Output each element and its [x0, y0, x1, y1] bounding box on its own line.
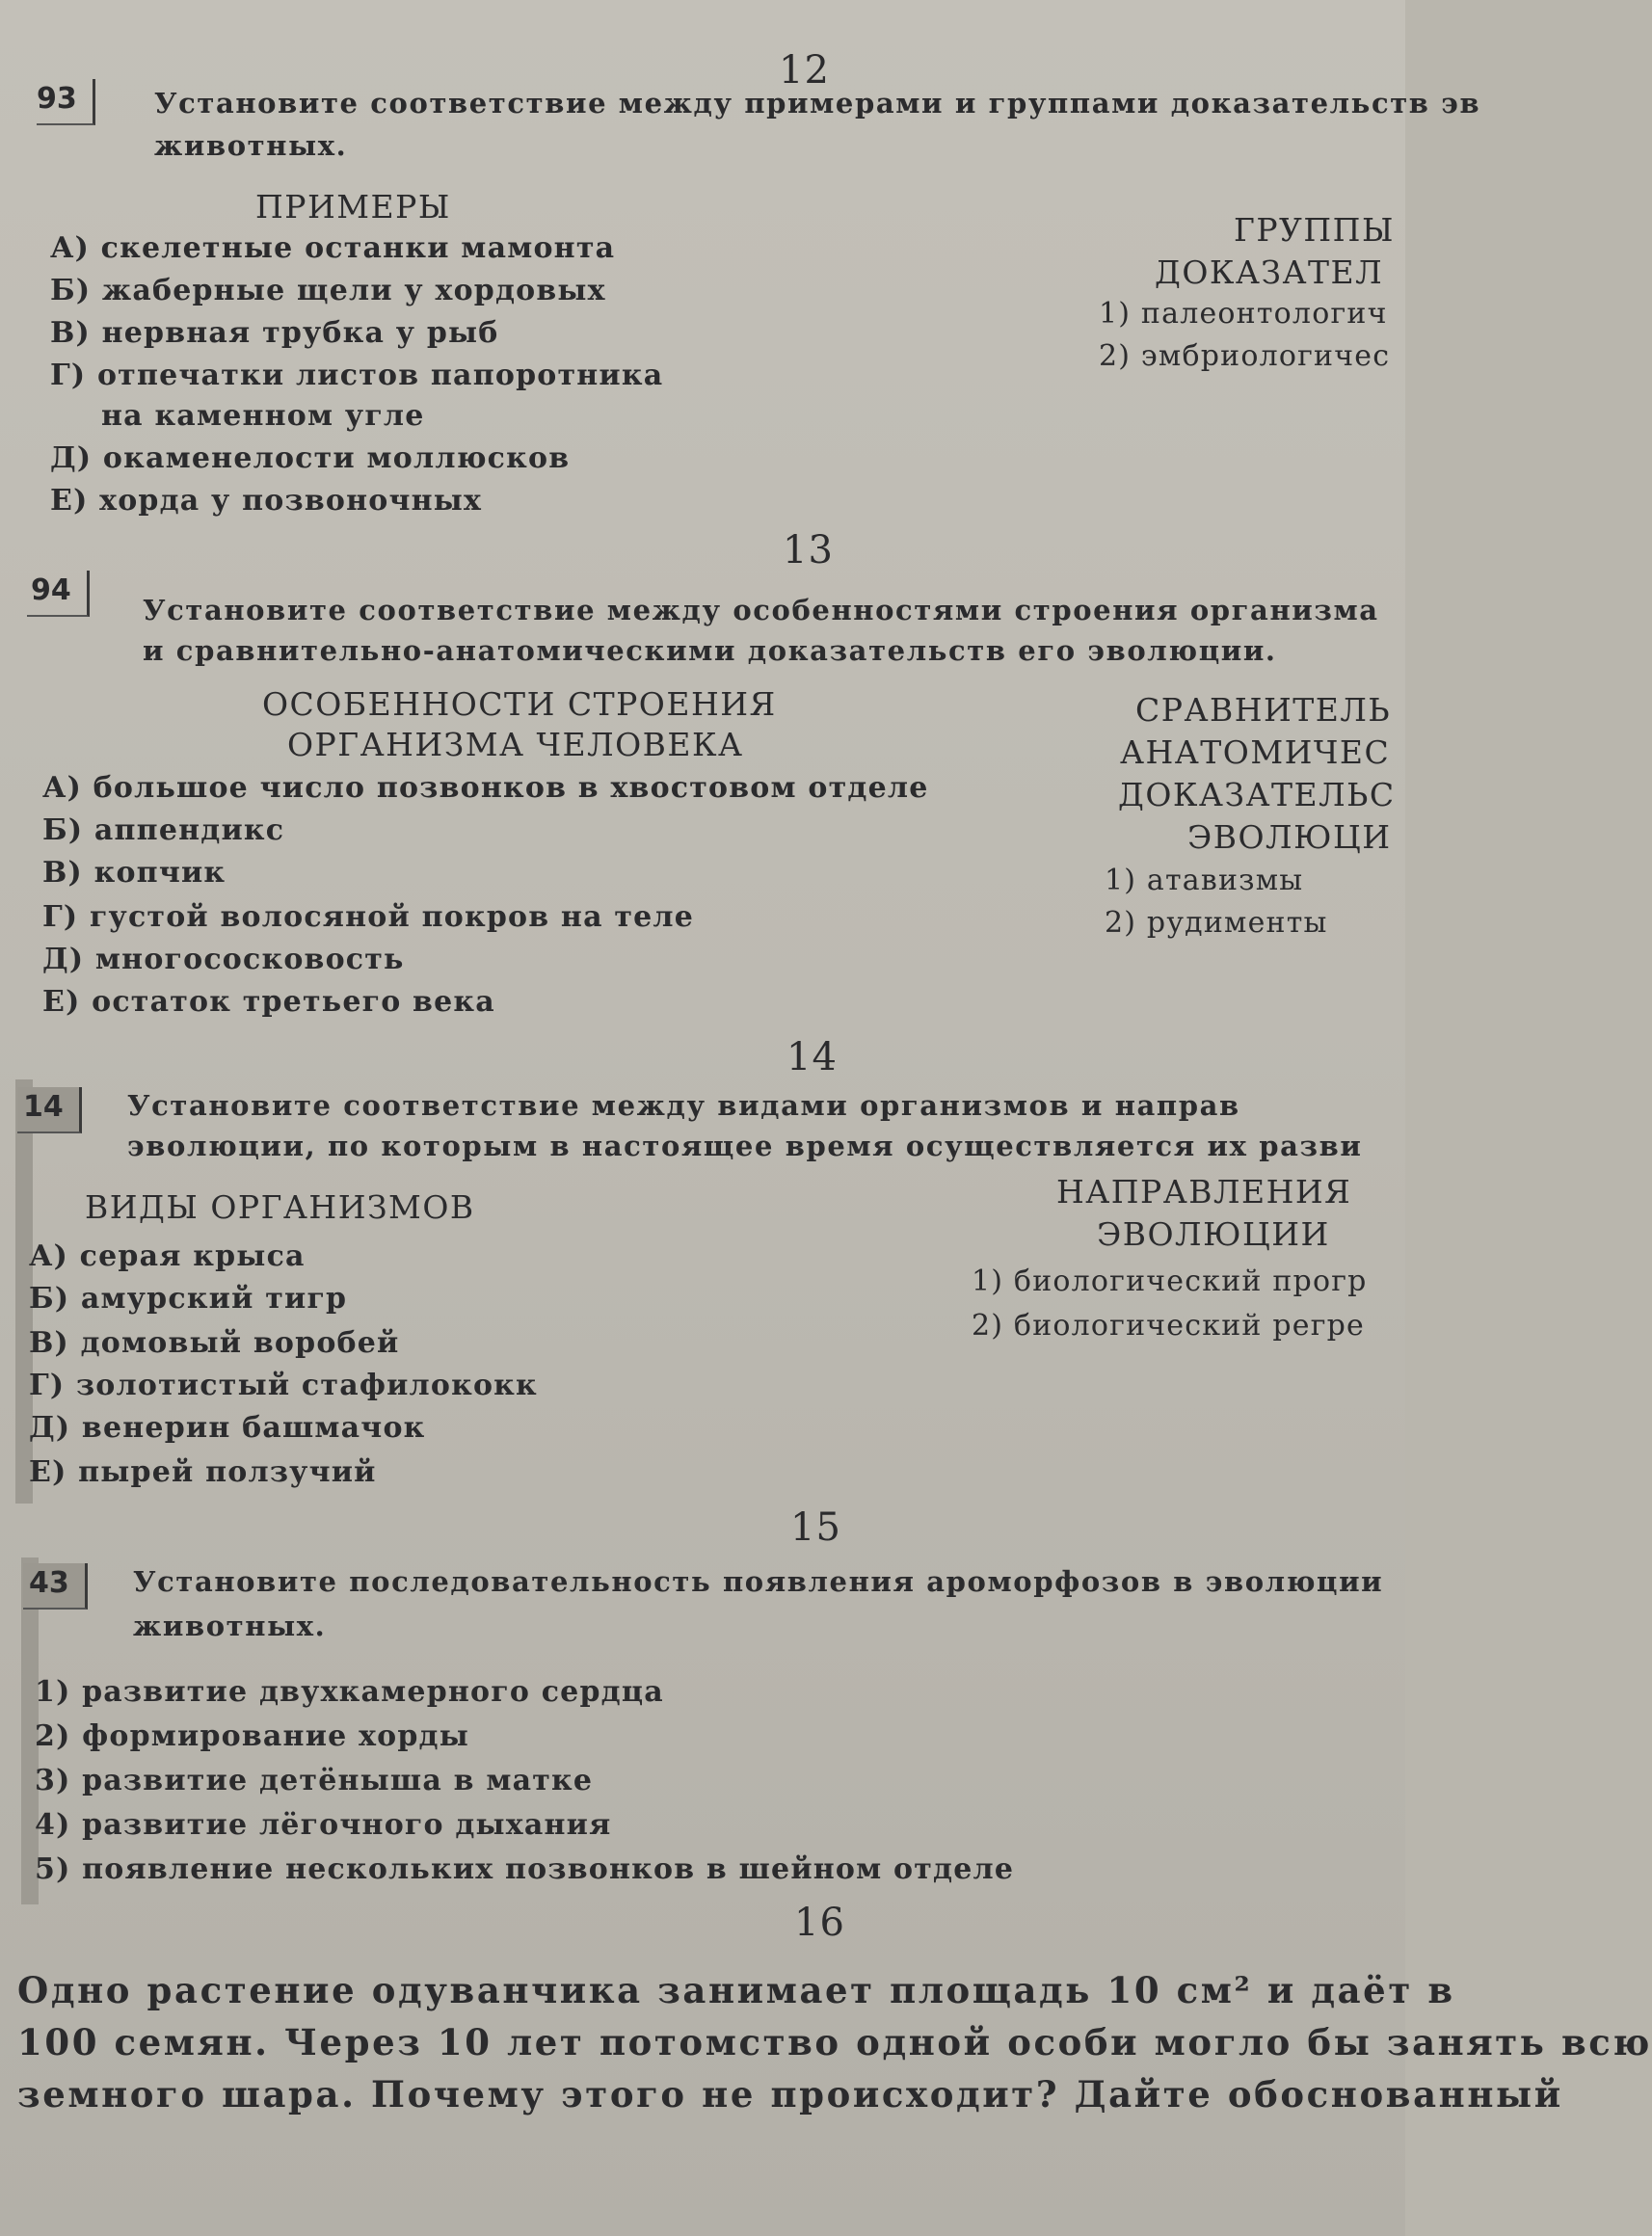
match-item: А) скелетные останки мамонта	[50, 231, 616, 265]
right-column-heading: ЭВОЛЮЦИ	[1187, 818, 1392, 856]
task-stem-line: Установите соответствие между видами организмов и направ	[127, 1089, 1240, 1122]
right-column-heading: СРАВНИТЕЛЬ	[1135, 691, 1392, 729]
match-item: Г) густой волосяной покров на теле	[42, 900, 695, 934]
match-item: Д) окаменелости моллюсков	[50, 441, 571, 475]
right-column-heading: НАПРАВЛЕНИЯ	[1056, 1173, 1352, 1211]
task-code-box: 94	[27, 571, 90, 617]
task-stem-line: Установите соответствие между примерами и группами доказательств эв	[154, 87, 1481, 120]
page-number: 16	[794, 1901, 845, 1945]
match-item: Б) жаберные щели у хордовых	[50, 274, 606, 307]
task-code-box: 93	[37, 79, 95, 125]
task-stem-line: животных.	[154, 129, 348, 162]
match-item-continuation: на каменном угле	[101, 399, 425, 433]
right-column-heading: АНАТОМИЧЕС	[1120, 733, 1391, 771]
page-number: 12	[779, 48, 830, 93]
task-stem-line: эволюции, по которым в настоящее время осуществляется их разви	[127, 1130, 1363, 1162]
match-item: В) копчик	[42, 856, 226, 890]
direction-option: 2) биологический регре	[972, 1309, 1365, 1343]
match-item: Г) отпечатки листов папоротника	[50, 359, 664, 392]
match-item: Е) остаток третьего века	[42, 985, 495, 1019]
right-column-heading: ДОКАЗАТЕЛЬС	[1118, 776, 1396, 813]
sequence-item: 1) развитие двухкамерного сердца	[35, 1675, 664, 1709]
group-option: 1) атавизмы	[1105, 864, 1304, 897]
sequence-item: 5) появление нескольких позвонков в шейном отделе	[35, 1852, 1015, 1886]
match-item: А) серая крыса	[29, 1239, 306, 1273]
task-stem-line: и сравнительно-анатомическими доказательств его эволюции.	[143, 634, 1277, 667]
task-stem-line: животных.	[133, 1610, 327, 1642]
left-column-heading: ПРИМЕРЫ	[255, 188, 451, 226]
match-item: Д) многососковость	[42, 943, 405, 976]
match-item: Г) золотистый стафилококк	[29, 1369, 538, 1402]
task-code-box: 43	[23, 1563, 88, 1610]
match-item: Е) пырей ползучий	[29, 1455, 377, 1489]
right-column-heading: ГРУППЫ	[1234, 211, 1395, 249]
right-column-heading: ДОКАЗАТЕЛ	[1155, 253, 1384, 291]
match-item: Е) хорда у позвоночных	[50, 484, 483, 518]
match-item: В) нервная трубка у рыб	[50, 316, 499, 350]
match-item: Б) амурский тигр	[29, 1282, 348, 1316]
page-number: 14	[786, 1035, 838, 1079]
left-column-heading: ОРГАНИЗМА ЧЕЛОВЕКА	[287, 726, 744, 763]
group-option: 2) эмбриологичес	[1099, 339, 1391, 373]
group-option: 2) рудименты	[1105, 906, 1328, 940]
task-code-box: 14	[17, 1087, 82, 1133]
problem-text-line: 100 семян. Через 10 лет потомство одной особи могло бы занять всю	[17, 2021, 1652, 2063]
match-item: Д) венерин башмачок	[29, 1411, 426, 1445]
sequence-item: 4) развитие лёгочного дыхания	[35, 1808, 612, 1842]
direction-option: 1) биологический прогр	[972, 1264, 1368, 1298]
problem-text-line: земного шара. Почему этого не происходит? Дайте обоснованный	[17, 2073, 1563, 2116]
page-number: 13	[783, 528, 834, 572]
sequence-item: 3) развитие детёныша в матке	[35, 1764, 594, 1797]
problem-text-line: Одно растение одуванчика занимает площадь 10 см² и даёт в	[17, 1969, 1455, 2011]
left-column-heading: ОСОБЕННОСТИ СТРОЕНИЯ	[262, 685, 777, 723]
match-item: В) домовый воробей	[29, 1326, 400, 1360]
group-option: 1) палеонтологич	[1099, 297, 1388, 331]
right-column-heading: ЭВОЛЮЦИИ	[1097, 1215, 1330, 1253]
task-stem-line: Установите соответствие между особенностями строения организма	[143, 594, 1379, 626]
task-stem-line: Установите последовательность появления ароморфозов в эволюции	[133, 1565, 1384, 1598]
left-column-heading: ВИДЫ ОРГАНИЗМОВ	[85, 1188, 475, 1226]
sequence-item: 2) формирование хорды	[35, 1719, 470, 1753]
match-item: А) большое число позвонков в хвостовом отделе	[42, 771, 929, 805]
page-number: 15	[790, 1505, 841, 1550]
match-item: Б) аппендикс	[42, 813, 285, 847]
